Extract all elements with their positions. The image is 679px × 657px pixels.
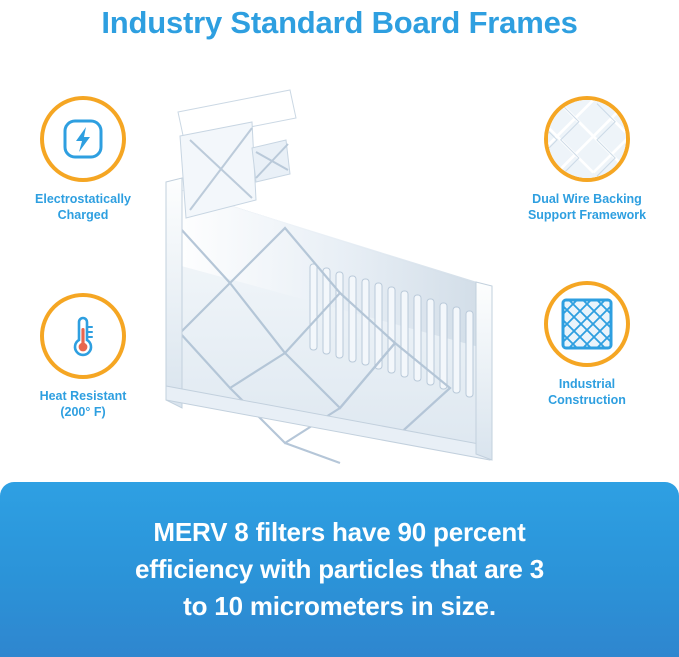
feature-label-line1: Electrostatically: [35, 192, 131, 206]
feature-label-line1: Heat Resistant: [39, 389, 127, 403]
feature-badge-circle: [40, 293, 126, 379]
banner-line1: MERV 8 filters have 90 percent: [153, 517, 526, 547]
feature-badge-circle: [544, 281, 630, 367]
product-image: [160, 78, 510, 468]
banner-line2: efficiency with particles that are 3: [135, 554, 544, 584]
feature-label-line1: Industrial: [558, 377, 616, 391]
feature-label: [512, 191, 662, 223]
banner-line3: to 10 micrometers in size.: [183, 591, 496, 621]
feature-electrostatically-charged: [8, 96, 158, 223]
feature-industrial-construction: [512, 281, 662, 408]
feature-dual-wire-backing: [512, 96, 662, 223]
page-title: Industry Standard Board Frames: [101, 5, 578, 40]
feature-badge-circle: [40, 96, 126, 182]
feature-label: [8, 191, 158, 223]
banner-text: [40, 514, 640, 625]
feature-label: [8, 388, 158, 420]
lightning-bolt-icon: [44, 100, 122, 178]
feature-label: [512, 376, 662, 408]
feature-label-line1: Dual Wire Backing: [532, 192, 642, 206]
feature-label-line2: Construction: [548, 393, 626, 407]
feature-badge-circle: [544, 96, 630, 182]
merv-info-banner: [0, 482, 679, 657]
thermometer-icon: [44, 297, 122, 375]
frame-grid-icon: [548, 285, 626, 363]
feature-label-line2: Support Framework: [527, 208, 647, 222]
feature-heat-resistant: [8, 293, 158, 420]
feature-label-line2: (200° F): [60, 405, 106, 419]
feature-label-line2: Charged: [57, 208, 109, 222]
wire-mesh-photo-icon: [548, 100, 626, 178]
